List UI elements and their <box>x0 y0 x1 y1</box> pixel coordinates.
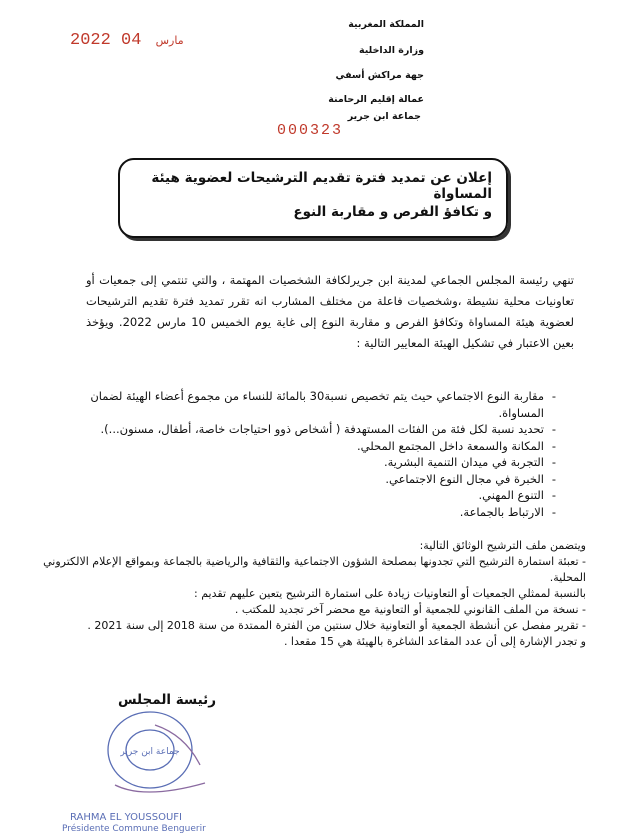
header-kingdom: المملكة المغربية <box>348 19 424 30</box>
official-stamp <box>95 705 215 800</box>
documents-item-report: - تقرير مفصل عن أنشطة الجمعية أو التعاونية خلال سنتين من الفترة الممتدة من سنة 2018 إلى سنة 2021 . <box>87 619 586 632</box>
stamp-text: جماعة ابن جرير <box>120 747 180 757</box>
documents-item-form: - تعبئة استمارة الترشيح التي تجدونها بمصلحة الشؤون الاجتماعية والثقافية والرياضية بالجماعة وبمواقع الإعلام الالكتروني المحلية. <box>43 555 586 584</box>
footer-name: RAHMA EL YOUSSOUFI <box>70 812 182 823</box>
date-year: 2022 <box>70 31 111 50</box>
registration-number: 000323 <box>277 122 344 139</box>
documents-intro: ويتضمن ملف الترشيح الوثائق التالية: <box>419 539 586 552</box>
documents-section <box>40 538 586 650</box>
header-commune: جماعة ابن جرير <box>347 111 421 122</box>
header-ministry: وزارة الداخلية <box>359 45 424 56</box>
criteria-list <box>86 388 556 520</box>
documents-item-legal: - نسخة من الملف القانوني للجمعية أو التعاونية مع محضر آخر تجديد للمكتب . <box>234 603 586 616</box>
criteria-item: - تحديد نسبة لكل فئة من الفئات المستهدفة ( أشخاص ذوو احتياجات خاصة، أطفال، مسنون...). <box>86 421 556 438</box>
criteria-item: - الخبرة في مجال النوع الاجتماعي. <box>86 471 556 488</box>
documents-associations-intro: بالنسبة لممثلي الجمعيات أو التعاونيات زيادة على استمارة الترشيح يتعين عليهم تقديم : <box>194 587 586 600</box>
criteria-item: - التجربة في ميدان التنمية البشرية. <box>86 454 556 471</box>
signature-title: رئيسة المجلس <box>117 692 216 708</box>
title-line-1: إعلان عن تمديد فترة تقديم الترشيحات لعضوية هيئة المساواة <box>151 170 492 202</box>
header-province: عمالة إقليم الرحامنة <box>328 94 424 105</box>
criteria-item: - مقاربة النوع الاجتماعي حيث يتم تخصيص نسبة30 بالمائة للنساء من مجموع أعضاء الهيئة لضمان المساواة. <box>86 388 556 421</box>
title-line-2: و تكافؤ الفرص و مقاربة النوع <box>293 204 492 220</box>
header-region: جهة مراكش أسفي <box>335 70 424 81</box>
date-stamp <box>70 31 188 50</box>
criteria-item: - المكانة والسمعة داخل المجتمع المحلي. <box>86 438 556 455</box>
documents-note: و تجدر الإشارة إلى أن عدد المقاعد الشاغرة بالهيئة هي 15 مقعدا . <box>283 635 586 648</box>
criteria-item: - الارتباط بالجماعة. <box>86 504 556 521</box>
intro-paragraph: تنهي رئيسة المجلس الجماعي لمدينة ابن جريرلكافة الشخصيات المهتمة ، والتي تنتمي إلى جمعيات أو تعاونيات محلية نشيطة ،وشخصيات فاعلة من مختلف المشارب انه تقرر تمديد فترة تقديم الترشيحات لعضوية هيئة المساواة وتكافؤ الفرص و مقاربة النوع إلى غاية يوم الخميس 10 مارس 2022. ويؤخذ بعين الاعتبار في تشكيل الهيئة المعايير التالية : <box>86 273 574 350</box>
title-box <box>118 158 508 238</box>
date-month: مارس <box>155 34 184 47</box>
date-day: 04 <box>121 31 142 50</box>
criteria-item: - التنوع المهني. <box>86 487 556 504</box>
footer-role: Présidente Commune Benguerir <box>62 824 206 834</box>
